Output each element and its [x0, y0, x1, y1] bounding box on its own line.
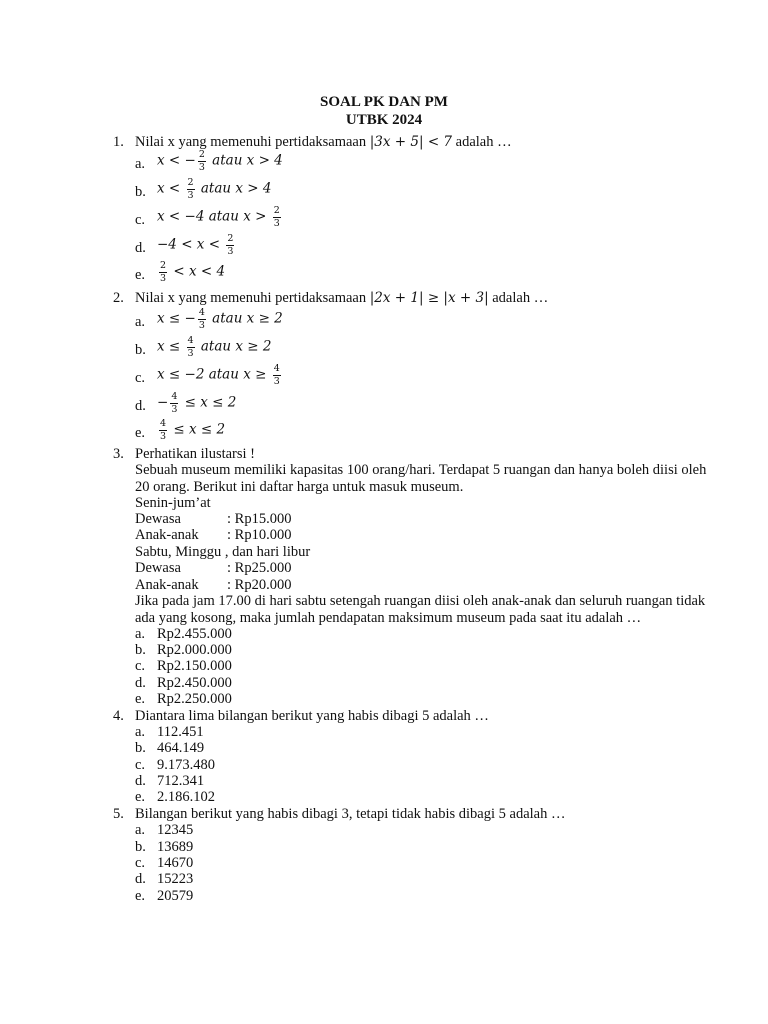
q4-option-b-label: b.: [135, 740, 146, 756]
q2-option-c: x ≤ −2 atau x ≥ $\frac{4}{3}$: [157, 363, 280, 387]
q2-option-b: x ≤ $\frac{4}{3}$ atau x ≥ 2: [157, 335, 272, 359]
q5-option-d: 15223: [157, 871, 194, 887]
q3-question-line-1: Jika pada jam 17.00 di hari sabtu setengah ruangan diisi oleh anak-anak dan seluruh ruangan tidak: [135, 593, 706, 609]
q3-option-d: Rp2.450.000: [157, 675, 232, 691]
q2-number: 2.: [113, 290, 124, 306]
q2-option-b-label: b.: [135, 342, 146, 358]
q1-number: 1.: [113, 134, 124, 150]
q4-option-c: 9.173.480: [157, 757, 215, 773]
fraction: $\frac{4}{3}$: [171, 391, 178, 415]
q2-expression: |2x + 1| ≥ |x + 3|: [369, 290, 489, 306]
q1-option-e-label: e.: [135, 267, 146, 283]
q3-weekday-child-price: : Rp10.000: [227, 527, 292, 543]
q5-option-c-label: c.: [135, 855, 146, 871]
page-title: SOAL PK DAN PM: [320, 94, 448, 110]
q1-option-c: x < −4 atau x > $\frac{2}{3}$: [157, 205, 280, 229]
q2-text-before: Nilai x yang memenuhi pertidaksamaan: [135, 290, 367, 306]
q1-text-before: Nilai x yang memenuhi pertidaksamaan: [135, 134, 367, 150]
q3-paragraph-line-2: 20 orang. Berikut ini daftar harga untuk masuk museum.: [135, 479, 464, 495]
q4-option-a: 112.451: [157, 724, 204, 740]
q1-text-after: adalah …: [455, 134, 512, 150]
q2-option-d: − $\frac{4}{3}$ ≤ x ≤ 2: [157, 391, 237, 415]
q4-option-e: 2.186.102: [157, 789, 215, 805]
q4-number: 4.: [113, 708, 124, 724]
q5-option-a: 12345: [157, 822, 194, 838]
page-subtitle: UTBK 2024: [345, 112, 423, 128]
q3-weekend-header: Sabtu, Minggu , dan hari libur: [135, 544, 311, 560]
q3-option-e-label: e.: [135, 691, 146, 707]
q3-weekend-adult-price: : Rp25.000: [227, 560, 292, 576]
q3-weekday-adult-price: : Rp15.000: [227, 511, 292, 527]
fraction: $\frac{2}{3}$: [227, 233, 234, 257]
q1-stem: [135, 135, 512, 150]
q3-option-c-label: c.: [135, 658, 146, 674]
q5-option-a-label: a.: [135, 822, 146, 838]
q4-option-a-label: a.: [135, 724, 146, 740]
q3-intro: Perhatikan ilustarsi !: [135, 446, 256, 462]
fraction: $\frac{2}{3}$: [187, 177, 194, 201]
q5-option-d-label: d.: [135, 871, 146, 887]
q3-option-c: Rp2.150.000: [157, 658, 232, 674]
q4-text: Diantara lima bilangan berikut yang habis dibagi 5 adalah …: [135, 708, 489, 724]
q2-option-a: x ≤ − $\frac{4}{3}$ atau x ≥ 2: [157, 307, 283, 331]
fraction: $\frac{4}{3}$: [273, 363, 280, 387]
q1-option-a-label: a.: [135, 156, 146, 172]
fraction: $\frac{2}{3}$: [160, 260, 167, 284]
q1-expression: |3x + 5| < 7: [369, 134, 453, 150]
q3-option-b-label: b.: [135, 642, 146, 658]
q4-option-d: 712.341: [157, 773, 205, 789]
q4-option-e-label: e.: [135, 789, 146, 805]
q3-option-e: Rp2.250.000: [157, 691, 232, 707]
q2-option-d-label: d.: [135, 398, 146, 414]
q1-option-b-label: b.: [135, 184, 146, 200]
q3-option-a: Rp2.455.000: [157, 626, 232, 642]
q4-option-d-label: d.: [135, 773, 146, 789]
q3-weekday-header: Senin-jum’at: [135, 495, 211, 511]
q1-option-c-label: c.: [135, 212, 146, 228]
q5-option-e: 20579: [157, 888, 194, 904]
q1-option-e: $\frac{2}{3}$ < x < 4: [160, 260, 226, 284]
q1-option-a: x < − $\frac{2}{3}$ atau x > 4: [157, 149, 283, 173]
q3-weekday-adult-label: Dewasa: [135, 511, 181, 527]
q2-option-e: $\frac{4}{3}$ ≤ x ≤ 2: [160, 418, 226, 442]
q2-option-a-label: a.: [135, 314, 146, 330]
fraction: $\frac{4}{3}$: [198, 307, 205, 331]
q2-option-e-label: e.: [135, 425, 146, 441]
q5-text: Bilangan berikut yang habis dibagi 3, tetapi tidak habis dibagi 5 adalah …: [135, 806, 566, 822]
q3-weekend-child-label: Anak-anak: [135, 577, 199, 593]
q1-option-d-label: d.: [135, 240, 146, 256]
q3-question-line-2: ada yang kosong, maka jumlah pendapatan maksimum museum pada saat itu adalah …: [135, 610, 642, 626]
fraction: $\frac{2}{3}$: [273, 205, 280, 229]
q2-stem: [135, 291, 548, 306]
q3-paragraph-line-1: Sebuah museum memiliki kapasitas 100 orang/hari. Terdapat 5 ruangan dan hanya boleh diisi oleh: [135, 462, 707, 478]
fraction: $\frac{4}{3}$: [187, 335, 194, 359]
q4-option-b: 464.149: [157, 740, 205, 756]
q3-option-a-label: a.: [135, 626, 146, 642]
q1-option-d: −4 < x < $\frac{2}{3}$: [157, 233, 234, 257]
fraction: $\frac{2}{3}$: [198, 149, 205, 173]
q5-option-c: 14670: [157, 855, 194, 871]
q3-weekend-adult-label: Dewasa: [135, 560, 181, 576]
q4-option-c-label: c.: [135, 757, 146, 773]
q5-option-b: 13689: [157, 839, 194, 855]
q3-option-b: Rp2.000.000: [157, 642, 232, 658]
q5-option-b-label: b.: [135, 839, 146, 855]
q2-option-c-label: c.: [135, 370, 146, 386]
q5-option-e-label: e.: [135, 888, 146, 904]
q1-option-b: x < $\frac{2}{3}$ atau x > 4: [157, 177, 272, 201]
q3-weekend-child-price: : Rp20.000: [227, 577, 292, 593]
q5-number: 5.: [113, 806, 124, 822]
q3-option-d-label: d.: [135, 675, 146, 691]
fraction: $\frac{4}{3}$: [160, 418, 167, 442]
q3-number: 3.: [113, 446, 124, 462]
q2-text-after: adalah …: [492, 290, 549, 306]
q3-weekday-child-label: Anak-anak: [135, 527, 199, 543]
